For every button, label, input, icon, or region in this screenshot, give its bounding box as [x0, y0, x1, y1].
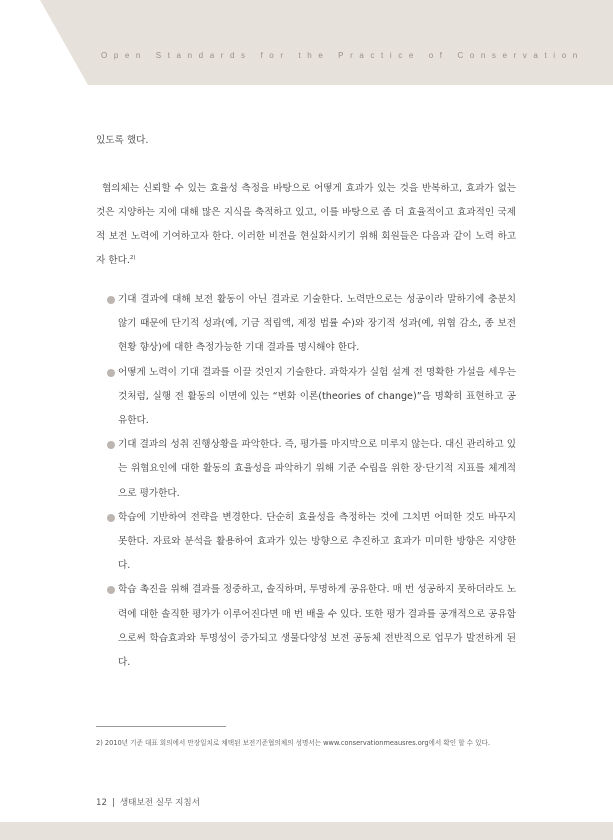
bullet-dot-icon: [107, 369, 115, 377]
bullet-dot-icon: [107, 296, 115, 304]
commitment-list: [96, 288, 516, 675]
bullet-dot-icon: [107, 441, 115, 449]
bottom-band: [0, 822, 613, 840]
intro-paragraph-text: 협의체는 신뢰할 수 있는 효율성 측정을 바탕으로 어떻게 효과가 있는 것을 반복하고, 효과가 없는 것은 지양하는 지에 대해 많은 지식을 축적하고 있고, 이를 바탕으로 좀 더 효율적이고 효과적인 국제적 보전 노력에 기여하고자 한다. 이러한 비전을 현실화시키기 위해 회원들은 다음과 같이 노력 하고자 한다.: [96, 183, 516, 266]
list-item: [96, 506, 516, 579]
footnote-label: 2): [96, 739, 103, 747]
page-number: 12: [96, 798, 107, 808]
running-title: Open Standards for the Practice of Conservation: [101, 51, 584, 60]
list-item-text: 기대 결과의 성취 진행상황을 파악한다. 즉, 평가를 마지막으로 미루지 않는다. 대신 관리하고 있는 위협요인에 대한 활동의 효율성을 파악하기 위해 기준 수립을 위한 장·단기적 지표를 체계적으로 평가한다.: [118, 439, 516, 499]
header-band: [0, 0, 613, 85]
header-shape: [0, 0, 613, 85]
footnote: [96, 737, 518, 749]
footer-separator: |: [111, 798, 115, 808]
list-item-text: 학습 촉진을 위해 결과를 정중하고, 솔직하며, 투명하게 공유한다. 매 번 성공하지 못하더라도 노력에 대한 솔직한 평가가 이루어진다면 매 번 배울 수 있다. 또한 평가 결과를 공개적으로 공유함으로써 학습효과와 투명성이 증가되고 생물다양성 보전 공동체 전반적으로 업무가 발전하게 된다.: [118, 584, 516, 669]
list-item: [96, 433, 516, 506]
book-title: 생태보전 실무 지침서: [119, 798, 201, 808]
page-footer: [96, 796, 200, 808]
bullet-dot-icon: [107, 586, 115, 594]
list-item-text: 기대 결과에 대해 보전 활동이 아닌 결과로 기술한다. 노력만으로는 성공이라 말하기에 충분치 않기 때문에 단기적 성과(예, 기금 적립액, 제정 법률 수)와 장기적 성과(예, 위협 감소, 종 보전 현황 향상)에 대한 측정가능한 기대 결과를 명시해야 한다.: [118, 294, 516, 354]
list-item: [96, 578, 516, 675]
continuation-text: 있도록 했다.: [96, 135, 149, 146]
footnote-divider: [96, 726, 226, 727]
bullet-dot-icon: [107, 514, 115, 522]
list-item-text: 어떻게 노력이 기대 결과를 이끌 것인지 기술한다. 과학자가 실험 설계 전 명확한 가설을 세우는 것처럼, 실행 전 활동의 이면에 있는 “변화 이론(theories of change)”을 명확히 표현하고 공유한다.: [118, 366, 516, 427]
intro-paragraph-block: [96, 177, 516, 273]
footnote-ref: 2): [129, 254, 136, 261]
list-item: [96, 361, 516, 434]
list-item: [96, 288, 516, 361]
list-item-text: 학습에 기반하여 전략을 변경한다. 단순히 효율성을 측정하는 것에 그치면 어떠한 것도 바꾸지 못한다. 자료와 분석을 활용하여 효과가 있는 방향으로 추진하고 효과가 미미한 방향은 지양한다.: [118, 511, 516, 572]
intro-paragraph: [96, 177, 516, 273]
footnote-text: 2010년 기준 대표 회의에서 만장일치로 채택된 보전기준협의체의 성명서는 www.conservationmeausres.org에서 확인 할 수 있다.: [104, 739, 490, 747]
